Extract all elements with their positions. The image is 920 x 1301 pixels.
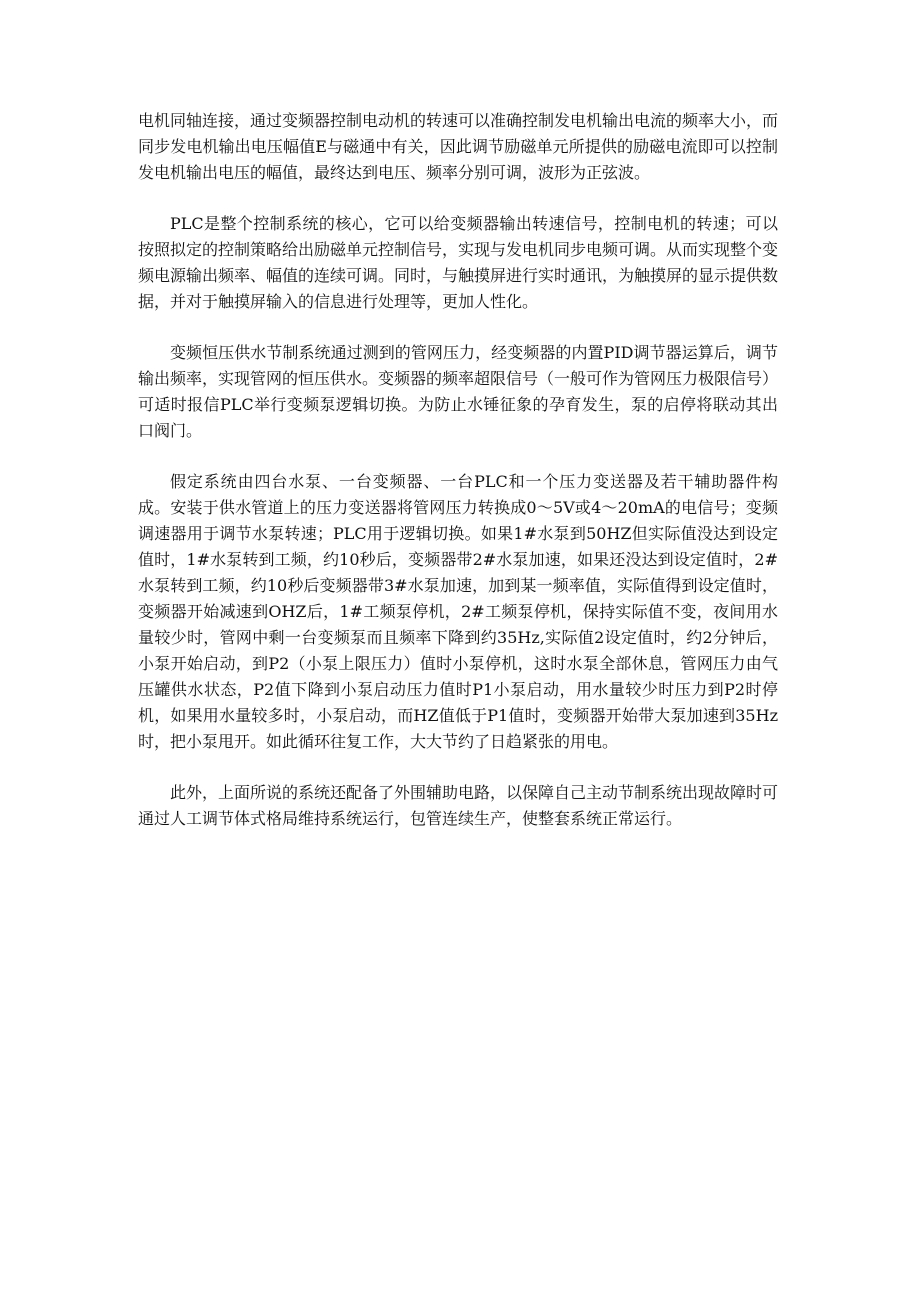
document-body bbox=[138, 108, 778, 857]
paragraph-2: PLC是整个控制系统的核心，它可以给变频器输出转速信号，控制电机的转速；可以按照拟定的控制策略给出励磁单元控制信号，实现与发电机同步电频可调。从而实现整个变频电源输出频率、幅值的连续可调。同时，与触摸屏进行实时通讯，为触摸屏的显示提供数据，并对于触摸屏输入的信息进行处理等，更加人性化。 bbox=[138, 214, 779, 311]
paragraph-5: 此外，上面所说的系统还配备了外围辅助电路，以保障自己主动节制系统出现故障时可通过人工调节体式格局维持系统运行，包管连续生产，使整套系统正常运行。 bbox=[138, 783, 779, 828]
paragraph-4: 假定系统由四台水泵、一台变频器、一台PLC和一个压力变送器及若干辅助器件构成。安装于供水管道上的压力变送器将管网压力转换成0～5V或4～20mA的电信号；变频调速器用于调节水泵转速；PLC用于逻辑切换。如果1#水泵到50HZ但实际值没达到设定值时，1#水泵转到工频，约10秒后，变频器带2#水泵加速，如果还没达到设定值时，2#水泵转到工频，约10秒后变频器带3#水泵加速，加到某一频率值，实际值得到设定值时，变频器开始减速到OHZ后，1#工频泵停机，2#工频泵停机，保持实际值不变，夜间用水量较少时，管网中剩一台变频泵而且频率下降到约35Hz,实际值2设定值时，约2分钟后，小泵开始启动，到P2（小泵上限压力）值时小泵停机，这时水泵全部休息，管网压力由气压罐供水状态，P2值下降到小泵启动压力值时P1小泵启动，用水量较少时压力到P2时停机，如果用水量较多时，小泵启动，而HZ值低于P1值时，变频器开始带大泵加速到35Hz时，把小泵甩开。如此循环往复工作，大大节约了日趋紧张的用电。 bbox=[138, 472, 778, 751]
paragraph-3: 变频恒压供水节制系统通过测到的管网压力，经变频器的内置PID调节器运算后，调节输出频率，实现管网的恒压供水。变频器的频率超限信号（一般可作为管网压力极限信号）可适时报信PLC举行变频泵逻辑切换。为防止水锤征象的孕育发生，泵的启停将联动其出口阀门。 bbox=[138, 343, 779, 440]
paragraph-1: 电机同轴连接，通过变频器控制电动机的转速可以准确控制发电机输出电流的频率大小，而同步发电机输出电压幅值E与磁通中有关，因此调节励磁单元所提供的励磁电流即可以控制发电机输出电压的幅值，最终达到电压、频率分别可调，波形为正弦波。 bbox=[138, 111, 779, 182]
